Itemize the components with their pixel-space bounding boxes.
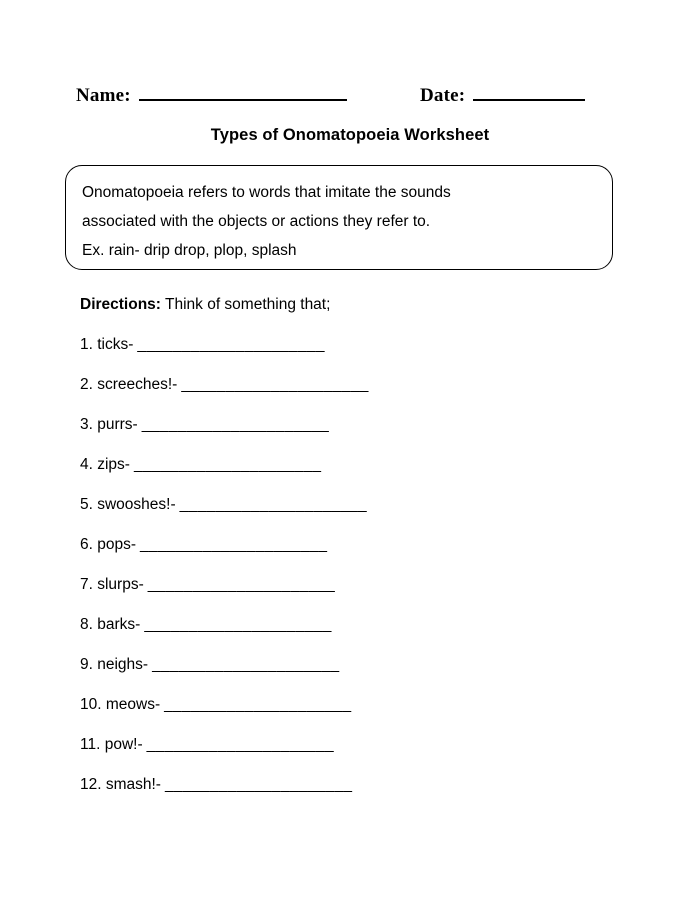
answer-blank[interactable]: _____________________ bbox=[179, 496, 367, 513]
prompt-label: 9. neighs- bbox=[80, 656, 149, 673]
list-item bbox=[80, 574, 640, 614]
prompt-label: 11. pow!- bbox=[80, 736, 143, 753]
directions bbox=[80, 294, 330, 316]
definition-line-2: associated with the objects or actions they refer to. bbox=[82, 213, 431, 230]
header-row bbox=[76, 84, 624, 110]
answer-blank[interactable]: _____________________ bbox=[164, 696, 352, 713]
list-item bbox=[80, 414, 640, 454]
name-field-group bbox=[76, 84, 347, 107]
prompt-label: 1. ticks- bbox=[80, 336, 134, 353]
answer-blank[interactable]: _____________________ bbox=[147, 576, 336, 593]
list-item bbox=[80, 734, 640, 774]
definition-example-line: Ex. rain- drip drop, plop, splash bbox=[82, 242, 297, 259]
date-label: Date: bbox=[420, 85, 466, 106]
list-item bbox=[80, 374, 640, 414]
date-write-in-line[interactable] bbox=[473, 84, 585, 101]
answer-blank[interactable]: _____________________ bbox=[141, 416, 330, 433]
prompt-label: 4. zips- bbox=[80, 456, 130, 473]
list-item bbox=[80, 614, 640, 654]
answer-blank[interactable]: _____________________ bbox=[146, 736, 334, 753]
definition-box-content bbox=[66, 166, 612, 265]
definition-line-1: Onomatopoeia refers to words that imitate the sounds bbox=[82, 184, 451, 201]
definition-box bbox=[65, 165, 613, 270]
page-title: Types of Onomatopoeia Worksheet bbox=[210, 126, 490, 144]
prompt-label: 10. meows- bbox=[80, 696, 161, 713]
prompt-label: 3. purrs- bbox=[80, 416, 138, 433]
list-item bbox=[80, 334, 640, 374]
answer-blank[interactable]: _____________________ bbox=[133, 456, 322, 473]
prompt-label: 5. swooshes!- bbox=[80, 496, 176, 513]
list-item bbox=[80, 534, 640, 574]
directions-text: Think of something that; bbox=[160, 296, 331, 313]
name-write-in-line[interactable] bbox=[139, 84, 347, 101]
prompt-label: 7. slurps- bbox=[80, 576, 144, 593]
answer-blank[interactable]: _____________________ bbox=[164, 776, 353, 793]
list-item bbox=[80, 454, 640, 494]
prompt-label: 8. barks- bbox=[80, 616, 141, 633]
list-item bbox=[80, 774, 640, 814]
answer-blank[interactable]: _____________________ bbox=[137, 336, 325, 353]
prompt-label: 12. smash!- bbox=[80, 776, 161, 793]
name-label: Name: bbox=[76, 85, 131, 106]
answer-blank[interactable]: _____________________ bbox=[152, 656, 340, 673]
list-item bbox=[80, 494, 640, 534]
prompt-label: 6. pops- bbox=[80, 536, 137, 553]
prompt-list bbox=[80, 334, 640, 814]
list-item bbox=[80, 654, 640, 694]
list-item bbox=[80, 694, 640, 734]
date-field-group bbox=[420, 84, 585, 107]
prompt-label: 2. screeches!- bbox=[80, 376, 178, 393]
answer-blank[interactable]: _____________________ bbox=[144, 616, 332, 633]
answer-blank[interactable]: _____________________ bbox=[140, 536, 328, 553]
directions-label: Directions: bbox=[80, 296, 161, 313]
answer-blank[interactable]: _____________________ bbox=[181, 376, 369, 393]
